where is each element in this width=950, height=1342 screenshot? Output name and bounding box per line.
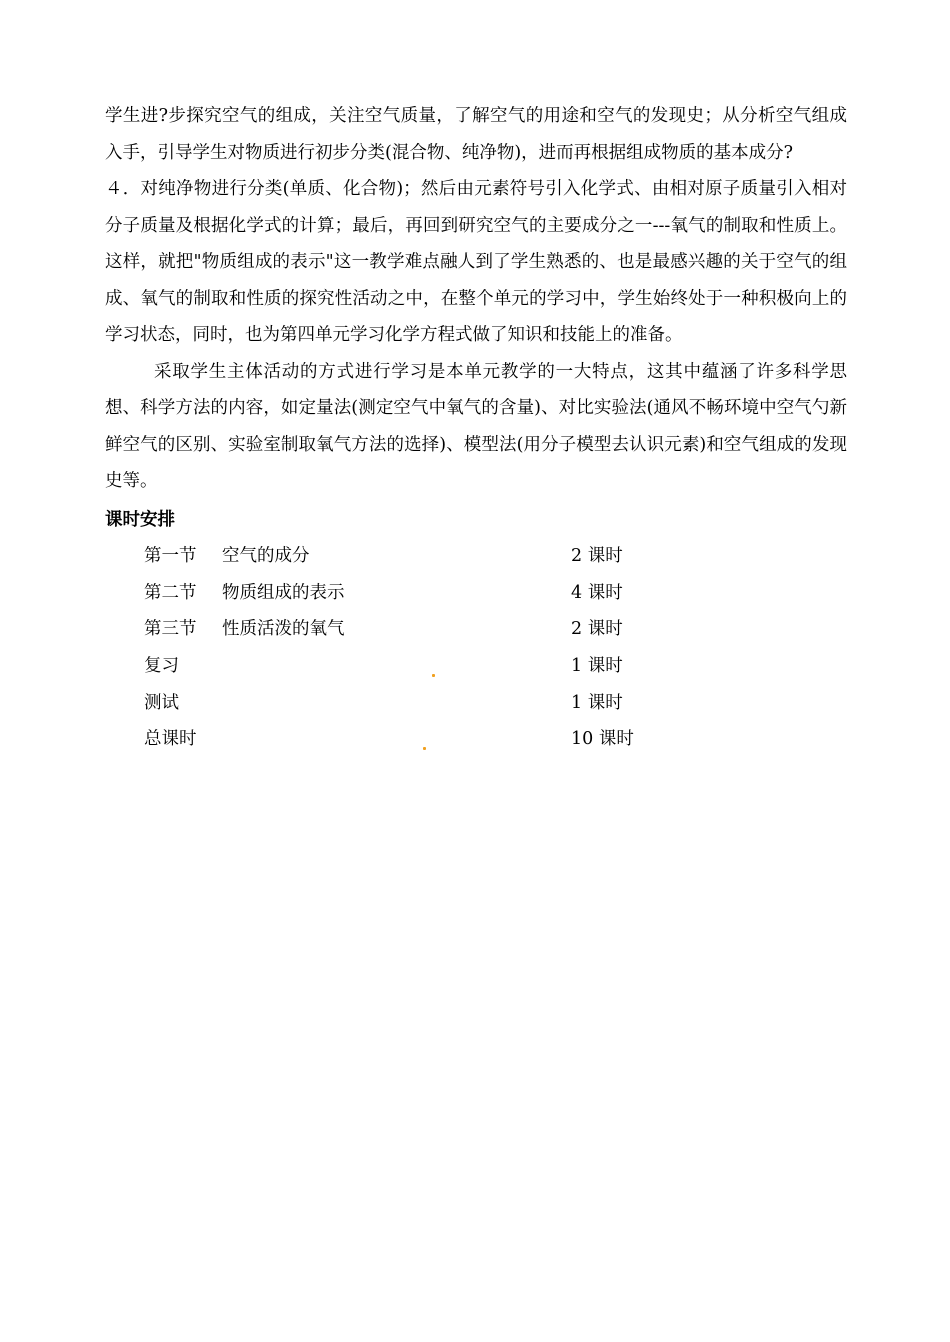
schedule-title: 空气的成分 xyxy=(222,546,310,566)
schedule-row xyxy=(105,648,847,685)
paragraph-teaching-features: 采取学生主体活动的方式进行学习是本单元教学的一大特点，这其中蕴涵了许多科学思想、科学方法的内容，如定量法(测定空气中氧气的含量)、对比实验法(通风不畅环境中空气勺新鲜空气的区别、实验室制取氧气方法的选择)、模型法(用分子模型去认识元素)和空气组成的发现史等。 xyxy=(105,361,847,491)
schedule-row xyxy=(105,721,847,758)
schedule-hours: 1 课时 xyxy=(571,692,623,713)
schedule-section: 第三节 xyxy=(144,619,197,640)
schedule-row xyxy=(105,611,847,648)
schedule-row xyxy=(105,538,847,575)
schedule-row xyxy=(105,685,847,722)
schedule-hours: 4 课时 xyxy=(571,582,623,603)
schedule-title: 性质活泼的氧气 xyxy=(222,619,345,640)
schedule-hours: 2 课时 xyxy=(571,619,623,640)
paragraph-air-composition: 学生进?步探究空气的组成，关注空气质量，了解空气的用途和空气的发现史；从分析空气组成入手，引导学生对物质进行初步分类(混合物、纯净物)，进而再根据组成物质的基本成分? xyxy=(105,106,847,163)
schedule-list xyxy=(105,538,847,758)
marker-dot xyxy=(423,747,426,750)
schedule-section: 第二节 xyxy=(144,582,197,603)
schedule-row xyxy=(105,575,847,612)
schedule-hours: 1 课时 xyxy=(571,656,623,677)
paragraph-pure-substance-classification: ４．对纯净物进行分类(单质、化合物)；然后由元素符号引入化学式、由相对原子质量引入相对分子质量及根据化学式的计算；最后，再回到研究空气的主要成分之一---氧气的制取和性质上。这样，就把"物质组成的表示"这一教学难点融人到了学生熟悉的、也是最感兴趣的关于空气的组成、氧气的制取和性质的探究性活动之中，在整个单元的学习中，学生始终处于一种积极向上的学习状态，同时，也为第四单元学习化学方程式做了知识和技能上的准备。 xyxy=(105,179,847,345)
schedule-section: 第一节 xyxy=(144,546,197,566)
marker-dot xyxy=(432,674,435,677)
schedule-section: 复习 xyxy=(144,656,179,677)
schedule-title: 物质组成的表示 xyxy=(222,582,345,603)
schedule-heading: 课时安排 xyxy=(105,509,175,530)
schedule-section: 总课时 xyxy=(144,729,197,750)
schedule-section: 测试 xyxy=(144,692,179,713)
document-page xyxy=(105,98,847,758)
schedule-hours: 2 课时 xyxy=(571,546,623,566)
schedule-hours: 10 课时 xyxy=(571,729,634,750)
